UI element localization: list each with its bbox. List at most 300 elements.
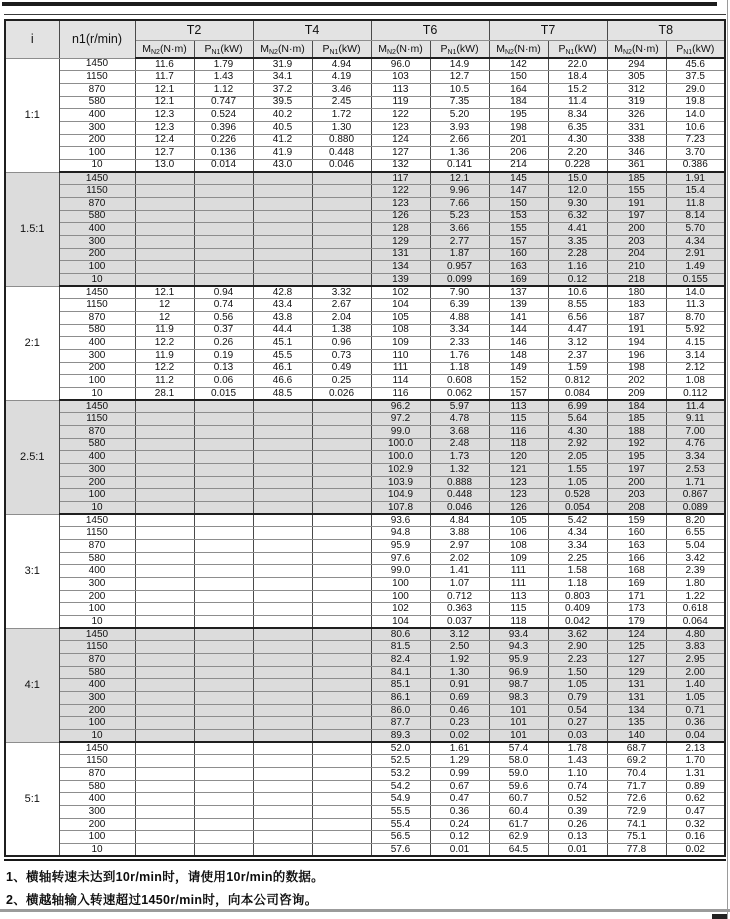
torque-unit: (N·m) <box>395 42 423 55</box>
value-cell: 6.35 <box>548 121 607 134</box>
value-cell <box>253 578 312 591</box>
value-cell <box>312 818 371 831</box>
value-cell <box>312 565 371 578</box>
value-cell: 2.37 <box>548 349 607 362</box>
value-cell: 98.7 <box>489 679 548 692</box>
value-cell: 6.56 <box>548 311 607 324</box>
torque-symbol: M <box>142 42 151 55</box>
torque-unit: (N·m) <box>631 42 659 55</box>
value-cell <box>194 502 253 515</box>
value-cell <box>312 793 371 806</box>
value-cell: 13.0 <box>135 159 194 172</box>
value-cell: 201 <box>489 134 548 147</box>
value-cell: 5.23 <box>430 210 489 223</box>
value-cell: 4.41 <box>548 223 607 236</box>
value-cell <box>194 654 253 667</box>
value-cell <box>312 210 371 223</box>
value-cell <box>135 527 194 540</box>
value-cell <box>253 730 312 743</box>
value-cell: 1.59 <box>548 362 607 375</box>
value-cell <box>135 603 194 616</box>
power-header <box>194 40 253 58</box>
value-cell <box>253 768 312 781</box>
value-cell <box>194 540 253 553</box>
value-cell: 71.7 <box>607 780 666 793</box>
value-cell <box>194 425 253 438</box>
value-cell: 3.83 <box>666 641 725 654</box>
ratio-cell: 4:1 <box>5 628 59 742</box>
value-cell: 3.35 <box>548 235 607 248</box>
value-cell: 0.27 <box>548 717 607 730</box>
value-cell: 0.141 <box>430 159 489 172</box>
value-cell: 45.6 <box>666 58 725 71</box>
value-cell: 100 <box>371 578 430 591</box>
value-cell: 8.34 <box>548 109 607 122</box>
value-cell: 0.19 <box>194 349 253 362</box>
value-cell <box>253 502 312 515</box>
value-cell <box>194 717 253 730</box>
value-cell: 6.99 <box>548 400 607 413</box>
table-row <box>5 96 725 109</box>
value-cell: 0.39 <box>548 806 607 819</box>
value-cell: 144 <box>489 324 548 337</box>
value-cell: 57.4 <box>489 742 548 755</box>
value-cell <box>312 413 371 426</box>
speed-cell: 300 <box>59 349 135 362</box>
value-cell <box>312 527 371 540</box>
value-cell: 1.72 <box>312 109 371 122</box>
value-cell: 85.1 <box>371 679 430 692</box>
speed-cell: 100 <box>59 603 135 616</box>
table-row <box>5 578 725 591</box>
speed-cell: 580 <box>59 780 135 793</box>
value-cell: 1.87 <box>430 248 489 261</box>
value-cell <box>135 793 194 806</box>
value-cell: 4.94 <box>312 58 371 71</box>
table-row <box>5 387 725 400</box>
value-cell: 214 <box>489 159 548 172</box>
value-cell: 1.55 <box>548 464 607 477</box>
power-subscript: N1 <box>447 48 457 56</box>
value-cell: 19.8 <box>666 96 725 109</box>
value-cell <box>253 755 312 768</box>
value-cell: 0.74 <box>548 780 607 793</box>
value-cell: 96.0 <box>371 58 430 71</box>
value-cell: 14.0 <box>666 286 725 299</box>
footer-gray-rule <box>0 909 730 912</box>
value-cell: 0.01 <box>430 844 489 857</box>
value-cell: 1.79 <box>194 58 253 71</box>
table-bottom-rule <box>4 859 726 861</box>
table-row <box>5 806 725 819</box>
value-cell: 183 <box>607 299 666 312</box>
speed-cell: 200 <box>59 818 135 831</box>
value-cell: 111 <box>489 565 548 578</box>
table-row <box>5 362 725 375</box>
value-cell: 86.1 <box>371 692 430 705</box>
table-row <box>5 324 725 337</box>
speed-cell: 1150 <box>59 299 135 312</box>
value-cell: 0.812 <box>548 375 607 388</box>
value-cell: 2.39 <box>666 565 725 578</box>
power-symbol: P <box>204 42 212 55</box>
value-cell: 58.0 <box>489 755 548 768</box>
value-cell: 152 <box>489 375 548 388</box>
speed-cell: 400 <box>59 679 135 692</box>
table-row <box>5 590 725 603</box>
value-cell: 11.6 <box>135 58 194 71</box>
torque-subscript: N2 <box>622 48 632 56</box>
speed-cell: 100 <box>59 717 135 730</box>
value-cell <box>253 464 312 477</box>
page-top-rule <box>2 2 717 6</box>
value-cell: 191 <box>607 324 666 337</box>
value-cell <box>135 210 194 223</box>
value-cell: 41.2 <box>253 134 312 147</box>
value-cell <box>312 248 371 261</box>
torque-subscript: N2 <box>150 48 160 56</box>
ratio-cell: 3:1 <box>5 514 59 628</box>
value-cell: 1.92 <box>430 654 489 667</box>
value-cell: 200 <box>607 223 666 236</box>
value-cell: 5.92 <box>666 324 725 337</box>
value-cell: 150 <box>489 197 548 210</box>
value-cell: 6.55 <box>666 527 725 540</box>
value-cell <box>135 565 194 578</box>
value-cell: 10.6 <box>548 286 607 299</box>
power-symbol: P <box>558 42 566 55</box>
value-cell <box>312 844 371 857</box>
value-cell: 0.014 <box>194 159 253 172</box>
value-cell <box>253 704 312 717</box>
value-cell: 109 <box>489 552 548 565</box>
speed-cell: 1150 <box>59 185 135 198</box>
value-cell: 68.7 <box>607 742 666 755</box>
value-cell: 188 <box>607 425 666 438</box>
value-cell: 203 <box>607 489 666 502</box>
value-cell: 106 <box>489 527 548 540</box>
power-unit: (kW) <box>574 42 597 55</box>
value-cell: 28.1 <box>135 387 194 400</box>
value-cell: 94.3 <box>489 641 548 654</box>
value-cell: 1.05 <box>548 476 607 489</box>
value-cell: 200 <box>607 476 666 489</box>
value-cell: 100 <box>371 590 430 603</box>
value-cell: 55.4 <box>371 818 430 831</box>
value-cell: 64.5 <box>489 844 548 857</box>
value-cell: 147 <box>489 185 548 198</box>
value-cell: 1.49 <box>666 261 725 274</box>
value-cell: 43.8 <box>253 311 312 324</box>
table-row <box>5 844 725 857</box>
value-cell <box>253 590 312 603</box>
value-cell: 169 <box>489 273 548 286</box>
value-cell: 4.76 <box>666 438 725 451</box>
value-cell: 135 <box>607 717 666 730</box>
value-cell: 12.2 <box>135 337 194 350</box>
value-cell: 72.6 <box>607 793 666 806</box>
value-cell <box>312 831 371 844</box>
speed-cell: 300 <box>59 692 135 705</box>
value-cell: 0.12 <box>430 831 489 844</box>
table-row <box>5 286 725 299</box>
value-cell <box>312 679 371 692</box>
value-cell: 59.0 <box>489 768 548 781</box>
value-cell: 8.55 <box>548 299 607 312</box>
value-cell <box>135 590 194 603</box>
value-cell <box>253 514 312 527</box>
torque-subscript: N2 <box>386 48 396 56</box>
table-row <box>5 134 725 147</box>
speed-cell: 870 <box>59 654 135 667</box>
table-row <box>5 476 725 489</box>
value-cell: 43.0 <box>253 159 312 172</box>
value-cell: 361 <box>607 159 666 172</box>
value-cell: 4.30 <box>548 425 607 438</box>
value-cell <box>312 704 371 717</box>
value-cell: 0.448 <box>430 489 489 502</box>
table-row <box>5 375 725 388</box>
value-cell: 1.18 <box>430 362 489 375</box>
value-cell: 2.28 <box>548 248 607 261</box>
value-cell <box>312 780 371 793</box>
table-row <box>5 654 725 667</box>
power-unit: (kW) <box>692 42 715 55</box>
value-cell: 6.32 <box>548 210 607 223</box>
value-cell: 2.53 <box>666 464 725 477</box>
value-cell: 3.34 <box>548 540 607 553</box>
value-cell: 0.26 <box>194 337 253 350</box>
value-cell: 18.4 <box>548 71 607 84</box>
speed-cell: 870 <box>59 83 135 96</box>
value-cell: 126 <box>371 210 430 223</box>
value-cell: 0.25 <box>312 375 371 388</box>
value-cell: 9.30 <box>548 197 607 210</box>
value-cell: 0.867 <box>666 489 725 502</box>
table-row <box>5 223 725 236</box>
value-cell: 101 <box>489 704 548 717</box>
value-cell: 0.712 <box>430 590 489 603</box>
value-cell <box>312 185 371 198</box>
value-cell: 132 <box>371 159 430 172</box>
value-cell <box>194 223 253 236</box>
torque-header <box>489 40 548 58</box>
speed-cell: 1450 <box>59 514 135 527</box>
value-cell <box>135 755 194 768</box>
speed-column-header: n1(r/min) <box>59 20 135 58</box>
torque-symbol: M <box>260 42 269 55</box>
value-cell <box>135 666 194 679</box>
value-cell: 4.78 <box>430 413 489 426</box>
value-cell <box>194 793 253 806</box>
value-cell: 12.1 <box>135 96 194 109</box>
value-cell: 0.042 <box>548 616 607 629</box>
value-cell <box>253 223 312 236</box>
power-header <box>548 40 607 58</box>
value-cell: 0.13 <box>548 831 607 844</box>
value-cell <box>253 692 312 705</box>
group-header-t2: T2 <box>135 20 253 40</box>
ratio-cell: 1:1 <box>5 58 59 172</box>
value-cell: 48.5 <box>253 387 312 400</box>
value-cell: 2.67 <box>312 299 371 312</box>
value-cell: 4.19 <box>312 71 371 84</box>
value-cell: 39.5 <box>253 96 312 109</box>
value-cell: 122 <box>371 185 430 198</box>
speed-cell: 200 <box>59 362 135 375</box>
value-cell <box>253 540 312 553</box>
value-cell: 1.58 <box>548 565 607 578</box>
table-row <box>5 641 725 654</box>
ratings-table <box>4 19 726 857</box>
table-row <box>5 425 725 438</box>
value-cell: 194 <box>607 337 666 350</box>
value-cell <box>312 755 371 768</box>
value-cell: 184 <box>607 400 666 413</box>
value-cell: 338 <box>607 134 666 147</box>
value-cell: 206 <box>489 147 548 160</box>
value-cell: 102 <box>371 603 430 616</box>
group-header-t7: T7 <box>489 20 607 40</box>
value-cell <box>312 578 371 591</box>
value-cell: 12.1 <box>135 286 194 299</box>
value-cell: 187 <box>607 311 666 324</box>
value-cell: 0.02 <box>430 730 489 743</box>
value-cell: 1.40 <box>666 679 725 692</box>
value-cell: 2.20 <box>548 147 607 160</box>
value-cell: 180 <box>607 286 666 299</box>
speed-cell: 1450 <box>59 58 135 71</box>
value-cell: 11.8 <box>666 197 725 210</box>
table-row <box>5 768 725 781</box>
value-cell: 113 <box>371 83 430 96</box>
torque-symbol: M <box>614 42 623 55</box>
value-cell: 69.2 <box>607 755 666 768</box>
value-cell: 3.42 <box>666 552 725 565</box>
power-subscript: N1 <box>565 48 575 56</box>
value-cell: 3.32 <box>312 286 371 299</box>
value-cell: 95.9 <box>489 654 548 667</box>
value-cell: 0.24 <box>430 818 489 831</box>
value-cell: 1.30 <box>312 121 371 134</box>
value-cell <box>194 590 253 603</box>
value-cell <box>135 628 194 641</box>
value-cell <box>194 603 253 616</box>
value-cell <box>135 514 194 527</box>
value-cell: 0.23 <box>430 717 489 730</box>
value-cell: 12.7 <box>430 71 489 84</box>
value-cell: 70.4 <box>607 768 666 781</box>
value-cell: 168 <box>607 565 666 578</box>
speed-cell: 10 <box>59 730 135 743</box>
value-cell: 4.84 <box>430 514 489 527</box>
value-cell: 0.608 <box>430 375 489 388</box>
value-cell: 0.67 <box>430 780 489 793</box>
page-right-edge-line <box>727 0 728 919</box>
value-cell: 4.88 <box>430 311 489 324</box>
value-cell: 102.9 <box>371 464 430 477</box>
table-row <box>5 172 725 185</box>
value-cell: 0.888 <box>430 476 489 489</box>
value-cell: 12.4 <box>135 134 194 147</box>
value-cell <box>135 438 194 451</box>
value-cell <box>194 235 253 248</box>
value-cell: 46.6 <box>253 375 312 388</box>
value-cell: 10.5 <box>430 83 489 96</box>
value-cell: 103.9 <box>371 476 430 489</box>
speed-cell: 300 <box>59 235 135 248</box>
table-row <box>5 565 725 578</box>
value-cell: 118 <box>489 616 548 629</box>
value-cell: 15.4 <box>666 185 725 198</box>
speed-cell: 400 <box>59 793 135 806</box>
value-cell <box>135 831 194 844</box>
value-cell: 0.47 <box>430 793 489 806</box>
value-cell <box>194 818 253 831</box>
group-header-row <box>5 20 725 40</box>
speed-cell: 1150 <box>59 71 135 84</box>
value-cell: 11.9 <box>135 349 194 362</box>
value-cell <box>253 197 312 210</box>
value-cell: 1.16 <box>548 261 607 274</box>
value-cell: 137 <box>489 286 548 299</box>
speed-cell: 300 <box>59 464 135 477</box>
value-cell: 2.91 <box>666 248 725 261</box>
value-cell: 120 <box>489 451 548 464</box>
value-cell: 2.90 <box>548 641 607 654</box>
value-cell: 145 <box>489 172 548 185</box>
value-cell: 11.4 <box>666 400 725 413</box>
value-cell: 184 <box>489 96 548 109</box>
table-row <box>5 540 725 553</box>
value-cell: 102 <box>371 286 430 299</box>
speed-cell: 300 <box>59 578 135 591</box>
value-cell <box>312 425 371 438</box>
value-cell: 105 <box>489 514 548 527</box>
value-cell: 29.0 <box>666 83 725 96</box>
value-cell: 4.47 <box>548 324 607 337</box>
value-cell <box>135 413 194 426</box>
value-cell: 0.56 <box>194 311 253 324</box>
value-cell: 0.064 <box>666 616 725 629</box>
value-cell: 0.957 <box>430 261 489 274</box>
value-cell <box>194 413 253 426</box>
value-cell: 218 <box>607 273 666 286</box>
value-cell <box>253 806 312 819</box>
value-cell <box>312 616 371 629</box>
value-cell: 2.92 <box>548 438 607 451</box>
speed-cell: 10 <box>59 844 135 857</box>
value-cell <box>253 235 312 248</box>
value-cell <box>312 603 371 616</box>
value-cell: 5.97 <box>430 400 489 413</box>
value-cell: 5.42 <box>548 514 607 527</box>
value-cell <box>135 425 194 438</box>
value-cell <box>253 451 312 464</box>
value-cell: 210 <box>607 261 666 274</box>
value-cell: 160 <box>607 527 666 540</box>
value-cell <box>135 273 194 286</box>
power-header <box>430 40 489 58</box>
power-subscript: N1 <box>329 48 339 56</box>
value-cell <box>135 223 194 236</box>
speed-cell: 100 <box>59 147 135 160</box>
value-cell: 100.0 <box>371 438 430 451</box>
value-cell: 164 <box>489 83 548 96</box>
value-cell: 5.20 <box>430 109 489 122</box>
group-header-t4: T4 <box>253 20 371 40</box>
value-cell <box>135 768 194 781</box>
